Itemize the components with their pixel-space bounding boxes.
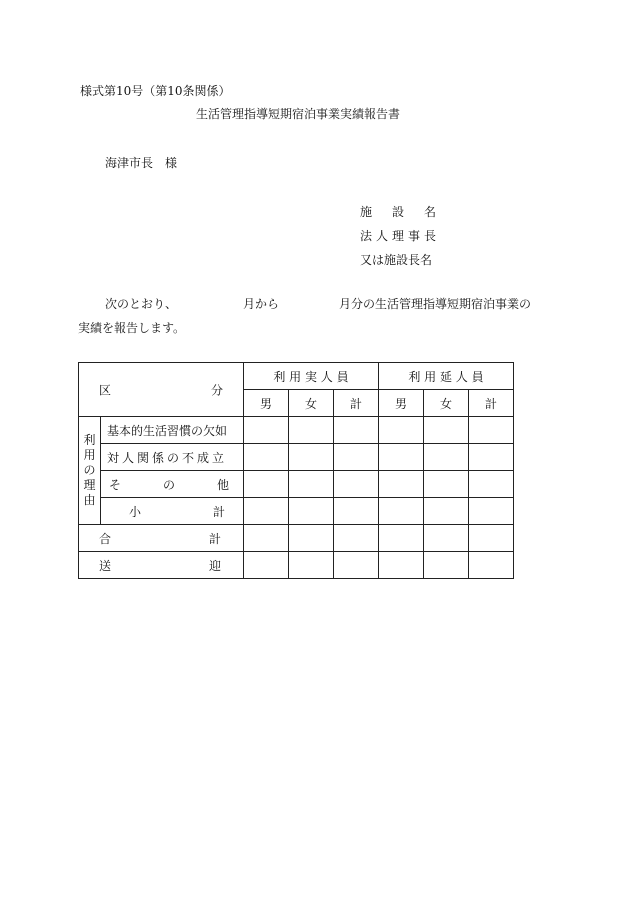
input-cell[interactable] (289, 498, 334, 525)
input-cell[interactable] (334, 525, 379, 552)
body-text-part2: 月から (243, 297, 280, 311)
facility-name-label (360, 203, 436, 220)
chair-char: 長 (423, 229, 436, 243)
facility-name-char: 施 (360, 205, 373, 219)
row-label-relationship-text: 対人関係の不成立 (107, 450, 228, 465)
input-cell[interactable] (244, 471, 289, 498)
input-cell[interactable] (244, 525, 289, 552)
input-cell[interactable] (244, 552, 289, 579)
category-header-left: 区 (99, 383, 112, 397)
input-cell[interactable] (424, 471, 469, 498)
actual-users-header: 利 用 実 人 員 (244, 363, 379, 390)
total-sum-header: 計 (469, 390, 514, 417)
row-label-relationship-failure (101, 444, 244, 471)
document-title: 生活管理指導短期宿泊事業実績報告書 (196, 107, 401, 121)
chair-char: 理 (391, 229, 404, 243)
input-cell[interactable] (424, 444, 469, 471)
body-text-part3: 月分の生活管理指導短期宿泊事業の (339, 297, 532, 311)
body-text-line-2: 実績を報告します。 (78, 321, 186, 335)
input-cell[interactable] (379, 471, 424, 498)
actual-female-header: 女 (289, 390, 334, 417)
row-label-lack-of-habits: 基本的生活習慣の欠如 (101, 417, 244, 444)
input-cell[interactable] (289, 417, 334, 444)
other-char: そ (109, 477, 122, 492)
reason-char: の (83, 463, 96, 477)
input-cell[interactable] (334, 471, 379, 498)
other-char: 他 (216, 477, 229, 492)
other-char: の (162, 477, 175, 492)
input-cell[interactable] (469, 498, 514, 525)
chair-char: 法 (360, 229, 373, 243)
row-label-transport (79, 552, 244, 579)
reason-char: 用 (83, 448, 96, 462)
input-cell[interactable] (469, 444, 514, 471)
input-cell[interactable] (424, 552, 469, 579)
chair-char: 事 (407, 229, 420, 243)
input-cell[interactable] (379, 552, 424, 579)
input-cell[interactable] (379, 444, 424, 471)
form-number: 様式第10号（第10条関係） (80, 84, 231, 98)
reason-char: 理 (83, 478, 96, 492)
facility-director-label: 又は施設長名 (360, 253, 433, 267)
row-label-other (101, 471, 244, 498)
input-cell[interactable] (244, 498, 289, 525)
subtotal-char: 小 (129, 504, 142, 519)
input-cell[interactable] (334, 552, 379, 579)
corporation-chair-label (360, 227, 436, 244)
reason-char: 由 (83, 493, 96, 507)
total-char: 合 (99, 531, 112, 546)
body-text-line-1 (105, 295, 532, 312)
category-header (79, 363, 244, 417)
reason-char: 利 (83, 433, 96, 447)
input-cell[interactable] (334, 444, 379, 471)
input-cell[interactable] (469, 471, 514, 498)
total-users-header: 利 用 延 人 員 (379, 363, 514, 390)
transport-char: 送 (99, 558, 112, 573)
total-female-header: 女 (424, 390, 469, 417)
input-cell[interactable] (334, 498, 379, 525)
subtotal-char: 計 (212, 504, 225, 519)
input-cell[interactable] (424, 417, 469, 444)
report-table (78, 362, 514, 579)
input-cell[interactable] (424, 525, 469, 552)
input-cell[interactable] (469, 552, 514, 579)
chair-char: 人 (375, 229, 388, 243)
input-cell[interactable] (244, 444, 289, 471)
actual-sum-header: 計 (334, 390, 379, 417)
actual-male-header: 男 (244, 390, 289, 417)
input-cell[interactable] (379, 525, 424, 552)
input-cell[interactable] (469, 417, 514, 444)
input-cell[interactable] (289, 552, 334, 579)
total-char: 計 (208, 531, 221, 546)
input-cell[interactable] (424, 498, 469, 525)
input-cell[interactable] (289, 444, 334, 471)
input-cell[interactable] (289, 525, 334, 552)
facility-name-char: 設 (391, 205, 404, 219)
input-cell[interactable] (469, 525, 514, 552)
transport-char: 迎 (208, 558, 221, 573)
input-cell[interactable] (379, 417, 424, 444)
input-cell[interactable] (289, 471, 334, 498)
facility-name-char: 名 (423, 205, 436, 219)
input-cell[interactable] (244, 417, 289, 444)
body-text-part1: 次のとおり、 (105, 297, 178, 311)
reason-group-label (79, 417, 101, 525)
input-cell[interactable] (334, 417, 379, 444)
row-label-subtotal (101, 498, 244, 525)
addressee: 海津市長 様 (105, 156, 178, 170)
row-label-total (79, 525, 244, 552)
total-male-header: 男 (379, 390, 424, 417)
input-cell[interactable] (379, 498, 424, 525)
category-header-right: 分 (210, 383, 223, 397)
